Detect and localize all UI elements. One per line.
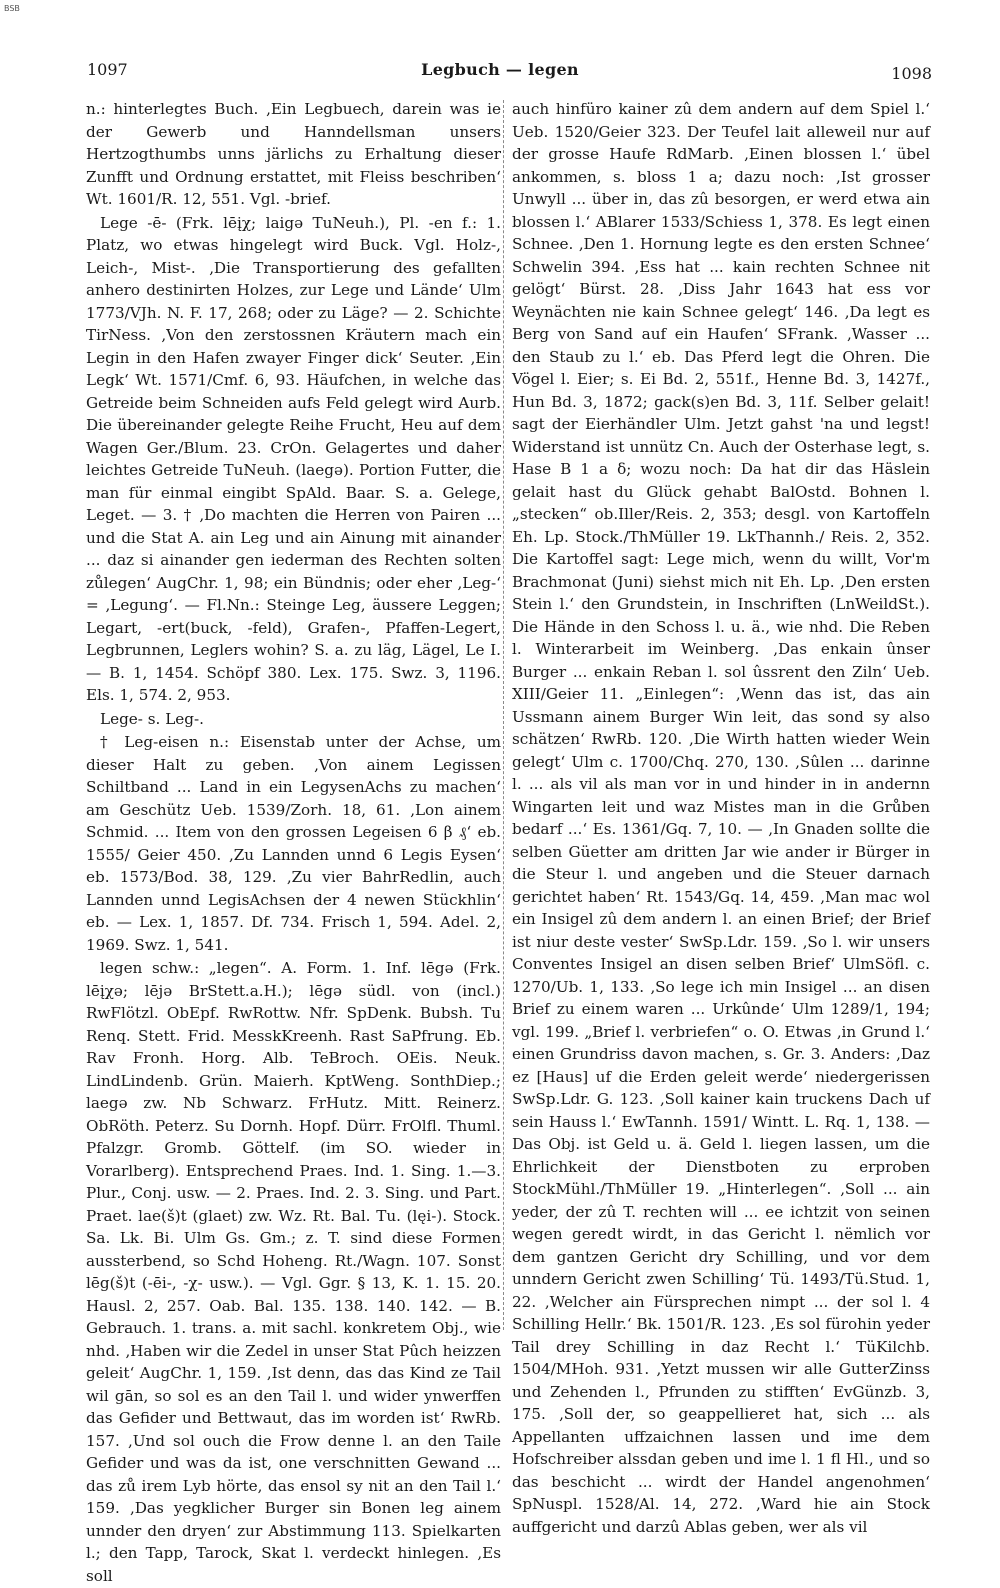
right-column (512, 98, 930, 1539)
page-header (0, 60, 1000, 84)
page-number-right: 1098 (891, 64, 932, 83)
column-divider (503, 100, 504, 1330)
entry-legen-cont: auch hinfüro kainer zû dem andern auf dem Spiel l.‘ Ueb. 1520/Geier 323. Der Teufel lait alleweil nur auf der grosse Haufe RdMarb. ‚Einen blossen l.‘ übel ankommen, s. bloss 1 a; dazu noch: ‚Ist grosser Unwyll ... über in, das zû besorgen, er werd etwa ain blossen l.‘ ABlarer 1533/Schiess 1, 378. Es legt einen Schnee. ‚Den 1. Hornung legte es den ersten Schnee‘ Schwelin 394. ‚Ess hat ... kain rechten Schnee nit gelögt‘ Bürst. 28. ‚Diss Jahr 1643 hat ess vor Weynächten nie kain Schnee gelegt‘ 146. ‚Da legt es Berg von Sand auf ein Haufen‘ SFrank. ‚Wasser ... den Staub zu l.‘ eb. Das Pferd legt die Ohren. Die Vögel l. Eier; s. Ei Bd. 2, 551f., Henne Bd. 3, 1427f., Hun Bd. 3, 1872; gack(s)en Bd. 3, 11f. Selber gelait! sagt der Eierhändler Ulm. Jetzt gahst 'na und legst! Widerstand ist unnütz Cn. Auch der Osterhase legt, s. Hase B 1 a δ; wozu noch: Da hat dir das Häslein gelait hast du Glück gehabt BalOstd. Bohnen l. „stecken“ ob.Iller/Reis. 2, 353; desgl. von Kartoffeln Eh. Lp. Stock./ThMüller 19. LkThannh./ Reis. 2, 352. Die Kartoffel sagt: Lege mich, wenn du willt, Vor'm Brachmonat (Juni) siehst mich nit Eh. Lp. ‚Den ersten Stein l.‘ den Grundstein, in Inschriften (LnWeildSt.). Die Hände in den Schoss l. u. ä., wie nhd. Die Reben l. Winterarbeit im Weinberg. ‚Das enkain ûnser Burger ... enkain Reban l. sol ûssrent den Ziln‘ Ueb. XIII/Geier 11. „Einlegen“: ‚Wenn das ist, das ain Ussmann ainem Burger Win leit, das sond sy also schätzen‘ RwRb. 120. ‚Die Wirth hatten wieder Wein gelegt‘ Ulm c. 1700/Chq. 270, 130. ‚Sûlen ... darinne l. ... als vil als man vor in und hinder in in andernn Wingarten leit und waz Mistes man in die Grůben bedarf ...‘ Es. 1361/Gq. 7, 10. — ‚In Gnaden sollte die selben Güetter am dritten Jar wie ander ir Bürger in die Steur l. und angeben und die Steuer darnach gerichtet haben‘ Rt. 1543/Gq. 14, 459. ‚Man mac wol ein Insigel zû dem andern l. an einen Brief; der Brief ist niur deste vester‘ SwSp.Ldr. 159. ‚So l. wir unsers Conventes Insigel an disen selben Brief‘ UlmSöfl. c. 1270/Ub. 1, 133. ‚So lege ich min Insigel ... an disen Brief zu einem waren ... Urkûnde‘ Ulm 1289/1, 194; vgl. 199. „Brief l. verbriefen“ o. O. Etwas ‚in Grund l.‘ einen Grundriss davon machen, s. Gr. 3. Anders: ‚Daz ez [Haus] uf die Erden geleit werde‘ niedergerissen SwSp.Ldr. G. 123. ‚Soll kainer kain truckens Dach uf sein Hauss l.‘ EwTannh. 1591/ Wintt. L. Rq. 1, 138. — Das Obj. ist Geld u. ä. Geld l. liegen lassen, um die Ehrlichkeit der Dienstboten zu erproben StockMühl./ThMüller 19. „Hinterlegen“. ‚Soll ... ain yeder, der zû T. rechten will ... ee ichtzit von seinen wegen geredt wirdt, in das Gericht l. nëmlich vor dem gantzen Gericht dry Schilling, und vor dem unndern Gericht zwen Schilling‘ Tü. 1493/Tü.Stud. 1, 22. ‚Welcher ain Fürsprechen nimpt ... der sol l. 4 Schilling Hellr.‘ Bk. 1501/R. 123. ‚Es sol fürohin yeder Tail drey Schilling in daz Recht l.‘ TüKilchb. 1504/MHoh. 931. ‚Yetzt mussen wir alle GutterZinss und Zehenden l., Pfrunden zu stifften‘ EvGünzb. 3, 175. ‚Soll der, so geappellieret hat, sich ... als Appellanten uffzaichnen lassen und ime dem Hofschreiber alssdan geben und ime l. 1 fl Hl., und so das beschicht ... wirdt der Handel angenohmen‘ SpNuspl. 1528/Al. 14, 272. ‚Ward hie ain Stock auffgericht und darzû Ablas geben, wer als vil (512, 100, 930, 1536)
library-watermark: BSB (4, 4, 20, 13)
entry-lege: Lege -ē- (Frk. lēįχ; laigə TuNeuh.), Pl. -en f.: 1. Platz, wo etwas hingelegt wird Buck. Vgl. Holz-, Leich-, Mist-. ‚Die Transportierung des gefallten anhero destinirten Holzes, zur Lege und Lände‘ Ulm 1773/VJh. N. F. 17, 268; oder zu Läge? — 2. Schichte TirNess. ‚Von den zerstossnen Kräutern mach ein Legin in den Hafen zwayer Finger dick‘ Seuter. ‚Ein Legk‘ Wt. 1571/Cmf. 6, 93. Häufchen, in welche das Getreide beim Schneiden aufs Feld gelegt wird Aurb. Die übereinander gelegte Reihe Frucht, Heu auf dem Wagen Ger./Blum. 23. CrOn. Gelagertes und daher leichtes Getreide TuNeuh. (laegə). Portion Futter, die man für einmal eingibt SpAld. Baar. S. a. Gelege, Leget. — 3. † ‚Do machten die Herren von Pairen ... und die Stat A. ain Leg und ain Ainung mit ainander ... daz si ainander gen iederman des Rechten solten zůlegen‘ AugChr. 1, 98; ein Bündnis; oder eher ‚Leg-‘ = ‚Legung‘. — Fl.Nn.: Steinge Leg, äussere Leggen; Legart, -ert(buck, -feld), Grafen-, Pfaffen-Legert, Legbrunnen, Leglers wohin? S. a. zu läg, Lägel, Le I. — B. 1, 1454. Schöpf 380. Lex. 175. Swz. 3, 1196. Els. 1, 574. 2, 953. (86, 213, 501, 704)
running-head: Legbuch — legen (421, 60, 579, 79)
page-number-left: 1097 (87, 60, 128, 79)
entry-legen: legen schw.: „legen“. A. Form. 1. Inf. lēgə (Frk. lēįχə; lējə BrStett.a.H.); lēgə südl. von (incl.) RwFlötzl. ObEpf. RwRottw. Nfr. SpDenk. Bubsh. Tu Renq. Stett. Frid. MesskKreenh. Rast SaPfrung. Eb. Rav Fronh. Horg. Alb. TeBroch. OEis. Neuk. LindLindenb. Grün. Maierh. KptWeng. SonthDiep.; laegə zw. Nb Schwarz. FrHutz. Mitt. Reinerz. ObRöth. Peterz. Su Dornh. Hopf. Dürr. FrOlfl. Thuml. Pfalzgr. Gromb. Göttelf. (im SO. wieder in Vorarlberg). Entsprechend Praes. Ind. 1. Sing. 1.—3. Plur., Conj. usw. — 2. Praes. Ind. 2. 3. Sing. und Part. Praet. lae(š)t (glaet) zw. Wz. Rt. Bal. Tu. (lęi-). Stock. Sa. Lk. Bi. Ulm Gs. Gm.; z. T. sind diese Formen aussterbend, so Schd Hoheng. Rt./Wagn. 107. Sonst lēg(š)t (-ēi-, -χ- usw.). — Vgl. Ggr. § 13, K. 1. 15. 20. Hausl. 2, 257. Oab. Bal. 135. 138. 140. 142. — B. Gebrauch. 1. trans. a. mit sachl. konkretem Obj., wie nhd. ‚Haben wir die Zedel in unser Stat Pûch heizzen geleit‘ AugChr. 1, 159. ‚Ist denn, das das Kind ze Tail wil gān, so sol es an den Tail l. und wider ynwerffen das Gefider und Bettwaut, das im worden ist‘ RwRb. 157. ‚Und sol ouch die Frow denne l. an den Taile Gefider und was da ist, one verschnitten Gewand ... das zů irem Lyb hörte, das ensol sy nit an den Tail l.‘ 159. ‚Das yegklicher Burger sin Bonen leg ainem unnder den dryen‘ zur Abstimmung 113. Spielkarten l.; den Tapp, Tarock, Skat l. verdeckt hinlegen. ‚Es soll (86, 959, 501, 1585)
left-column (86, 98, 501, 1588)
entry-lege-prefix: Lege- s. Leg-. (100, 709, 204, 728)
entry-leg-eisen: † Leg-eisen n.: Eisenstab unter der Achse, um dieser Halt zu geben. ‚Von ainem Legissen Schiltband ... Land in ein LegysenAchs zu machen‘ am Geschütz Ueb. 1539/Zorh. 18, 61. ‚Lon ainem Schmid. ... Item von den grossen Legeisen 6 β ₰‘ eb. 1555/ Geier 450. ‚Zu Lannden unnd 6 Legis Eysen‘ eb. 1573/Bod. 38, 129. ‚Zu vier BahrRedlin, auch Lannden unnd LegisAchsen der 4 newen Stückhlin‘ eb. — Lex. 1, 1857. Df. 734. Frisch 1, 594. Adel. 2, 1969. Swz. 1, 541. (86, 733, 501, 954)
entry-legbuch-cont: n.: hinterlegtes Buch. ‚Ein Legbuech, darein was ie der Gewerb und Hanndellsman unsers Hertzogthumbs unns järlichs zu Erhaltung dieser Zunfft und Ordnung erstattet, mit Fleiss beschriben‘ Wt. 1601/R. 12, 551. Vgl. -brief. (86, 100, 501, 208)
